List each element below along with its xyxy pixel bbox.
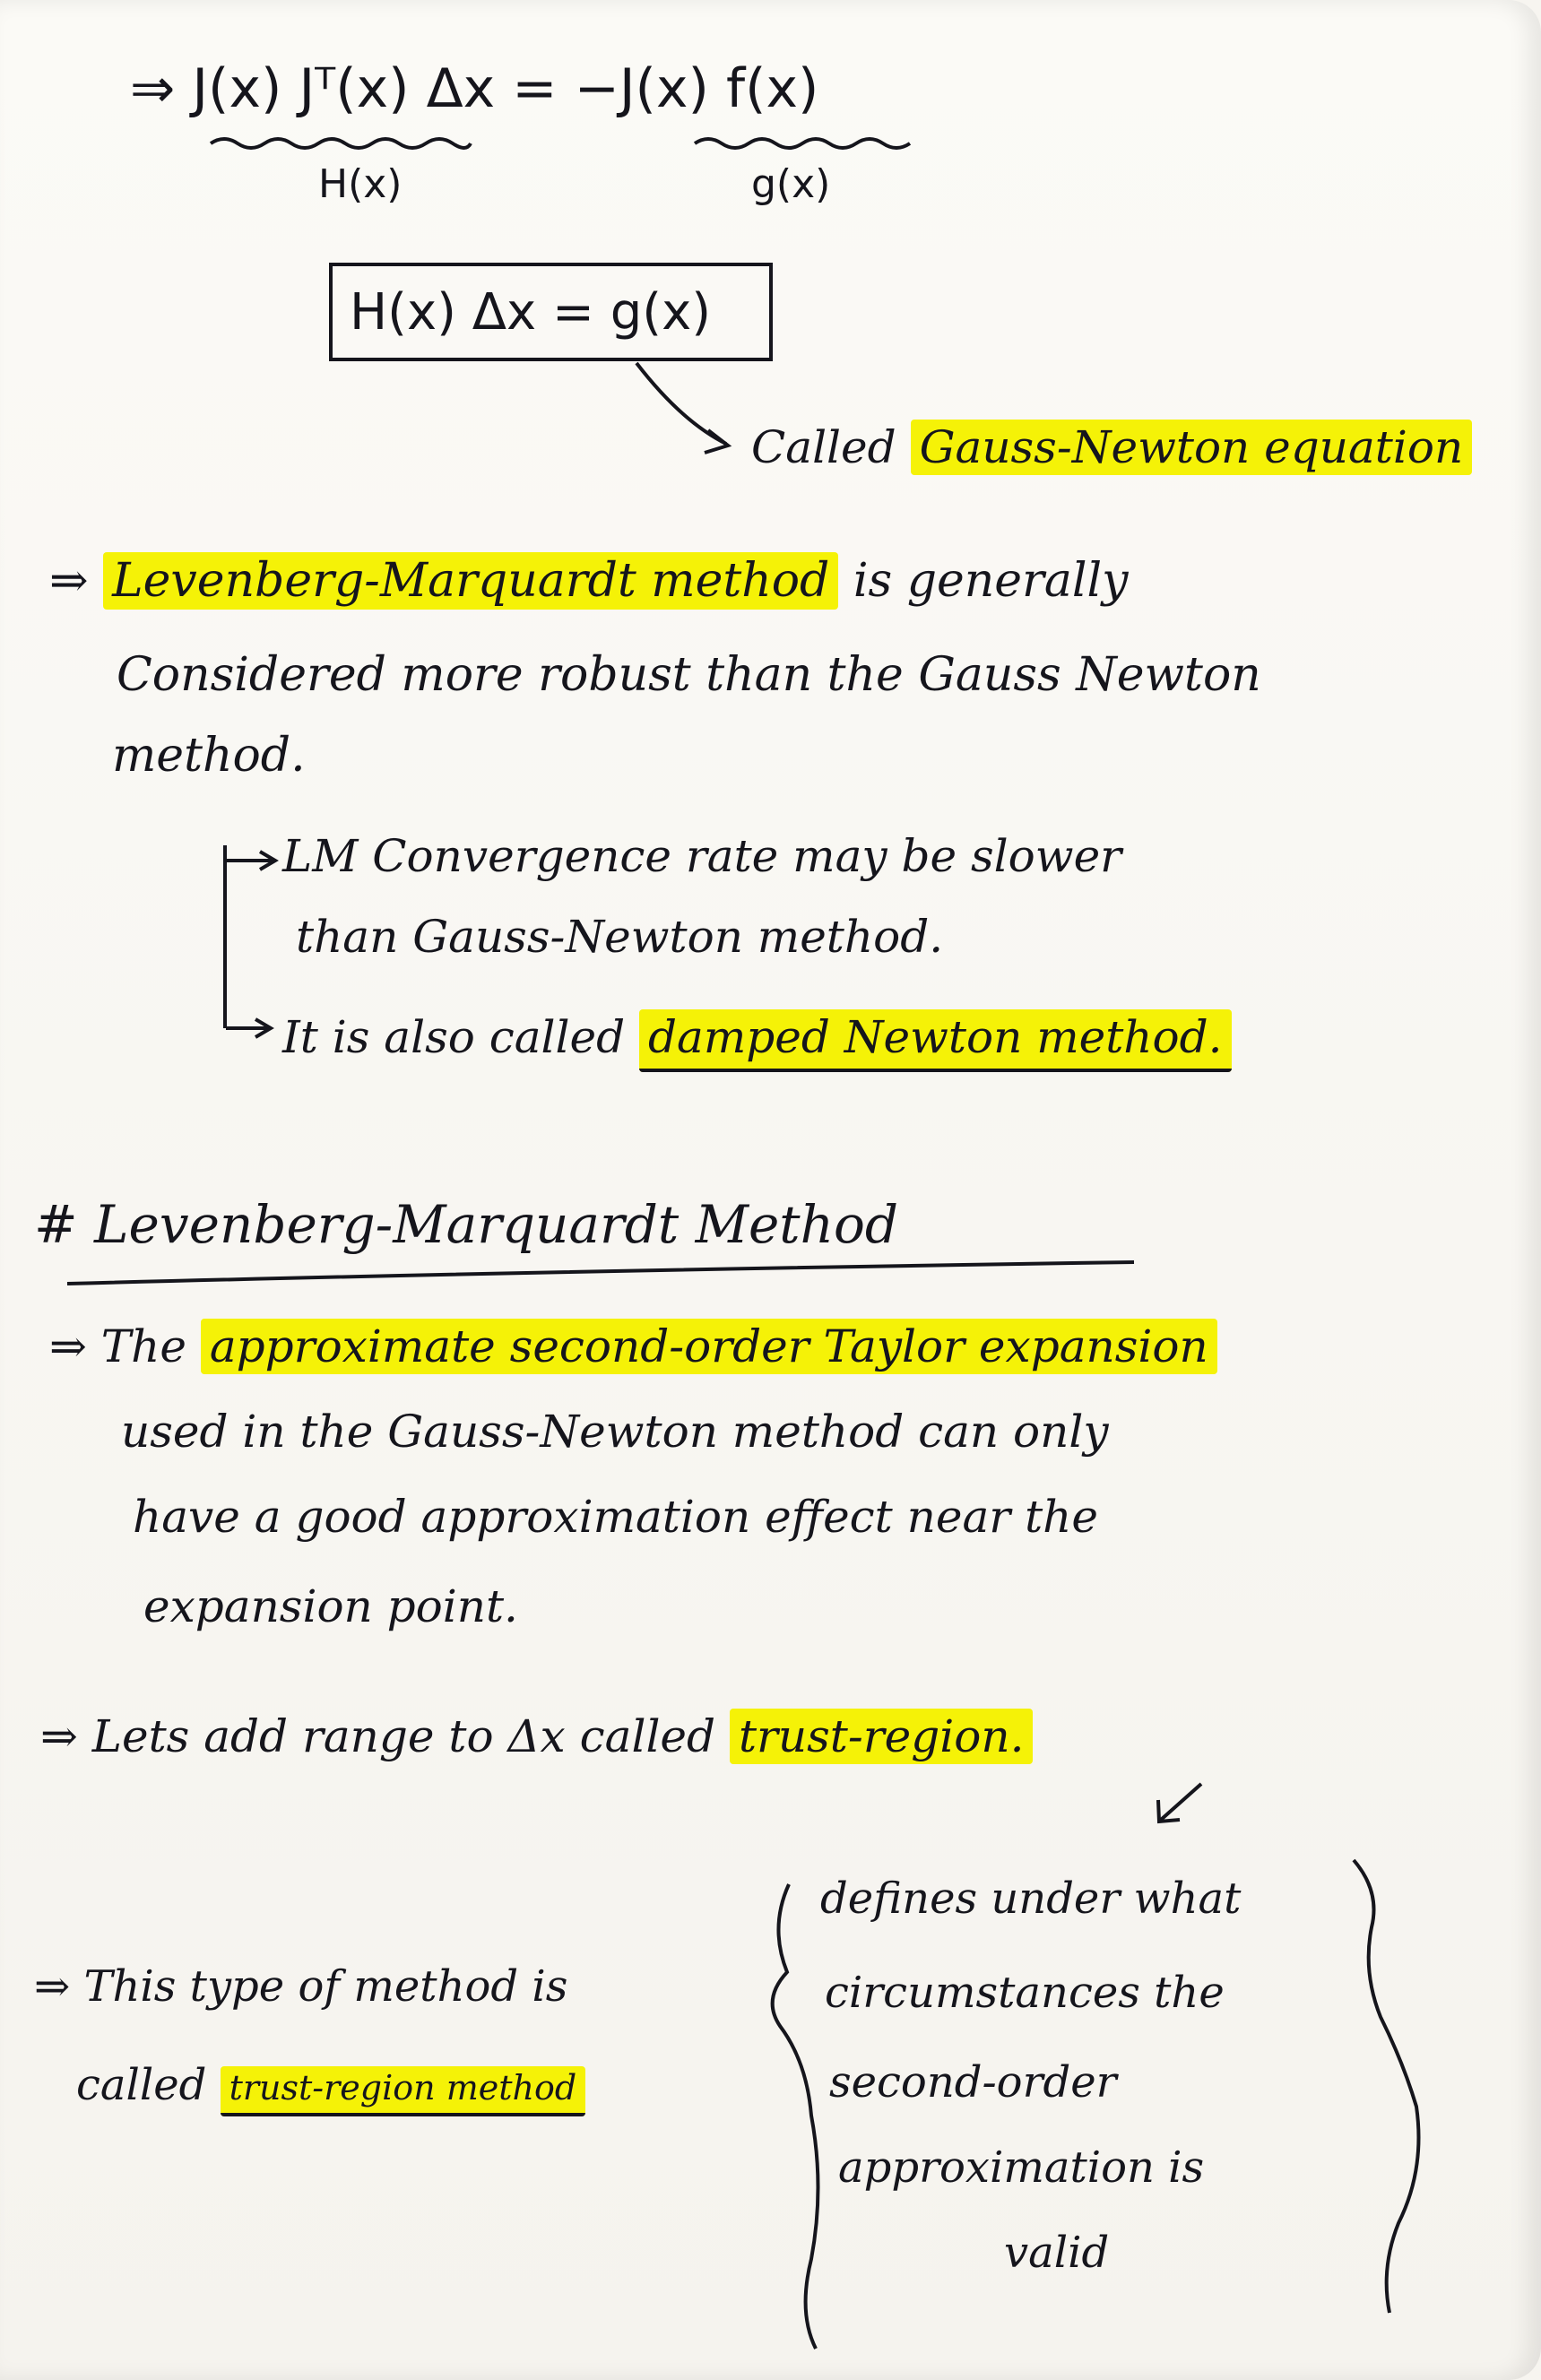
note-line2: circumstances the <box>825 1968 1225 2018</box>
brace-right <box>1354 1860 1419 2313</box>
trust-region-highlight: trust-region. <box>730 1709 1034 1764</box>
note-line1: defines under what <box>820 1874 1242 1924</box>
lm-intro-line3: method. <box>112 729 306 783</box>
bullet-bracket <box>223 845 227 1028</box>
bullet-2 <box>282 1013 1232 1062</box>
method-type-line2 <box>76 2062 585 2109</box>
trust-region-method-highlight: trust-region method <box>221 2066 586 2116</box>
lm-intro-line1 <box>49 556 1129 607</box>
taylor-line4: expansion point. <box>143 1580 518 1632</box>
brace-left <box>773 1884 818 2349</box>
lm-method-highlight: Levenberg-Marquardt method <box>103 552 838 610</box>
called-line <box>751 423 1472 472</box>
note-line5: valid <box>1004 2228 1110 2278</box>
bullet-2-prefix: It is also called <box>282 1011 626 1063</box>
label-hessian: H(x) <box>318 161 403 207</box>
lm-intro-rest: is generally <box>853 554 1129 608</box>
taylor-line1 <box>49 1322 1217 1372</box>
boxed-equation: H(x) Δx = g(x) <box>350 283 712 342</box>
taylor-highlight: approximate second-order Taylor expansion <box>201 1319 1217 1374</box>
note-line4: approximation is <box>838 2142 1205 2193</box>
taylor-line2: used in the Gauss-Newton method can only <box>121 1406 1109 1458</box>
bullet-1-line2: than Gauss-Newton method. <box>296 911 944 963</box>
trust-region-line <box>40 1712 1033 1761</box>
equation-jacobian: ⇒ J(x) Jᵀ(x) Δx = −J(x) f(x) <box>130 57 819 120</box>
damped-newton-highlight: damped Newton method. <box>639 1009 1231 1072</box>
method-type-line1: ⇒ This type of method is <box>34 1961 568 2012</box>
section-heading: # Levenberg-Marquardt Method <box>34 1194 898 1255</box>
taylor-line3: have a good approximation effect near the <box>133 1491 1098 1543</box>
lm-arrow: ⇒ <box>49 554 89 608</box>
label-gradient: g(x) <box>751 161 831 207</box>
bullet-1-line1: LM Convergence rate may be slower <box>282 830 1122 882</box>
note-line3: second-order <box>829 2057 1117 2107</box>
gauss-newton-equation-highlight: Gauss-Newton equation <box>911 420 1473 475</box>
called-prefix: Called <box>751 421 896 473</box>
taylor-arrow: ⇒ The <box>49 1320 186 1372</box>
squiggle-underline-g <box>695 139 910 148</box>
heading-underline <box>67 1262 1134 1284</box>
method-type-prefix: called <box>76 2060 207 2110</box>
trust-region-text: ⇒ Lets add range to Δx called <box>40 1710 716 1762</box>
lm-intro-line2: Considered more robust than the Gauss Newton <box>117 648 1261 702</box>
squiggle-underline-h <box>211 139 471 148</box>
arrow-down-trust <box>1161 1784 1201 1820</box>
